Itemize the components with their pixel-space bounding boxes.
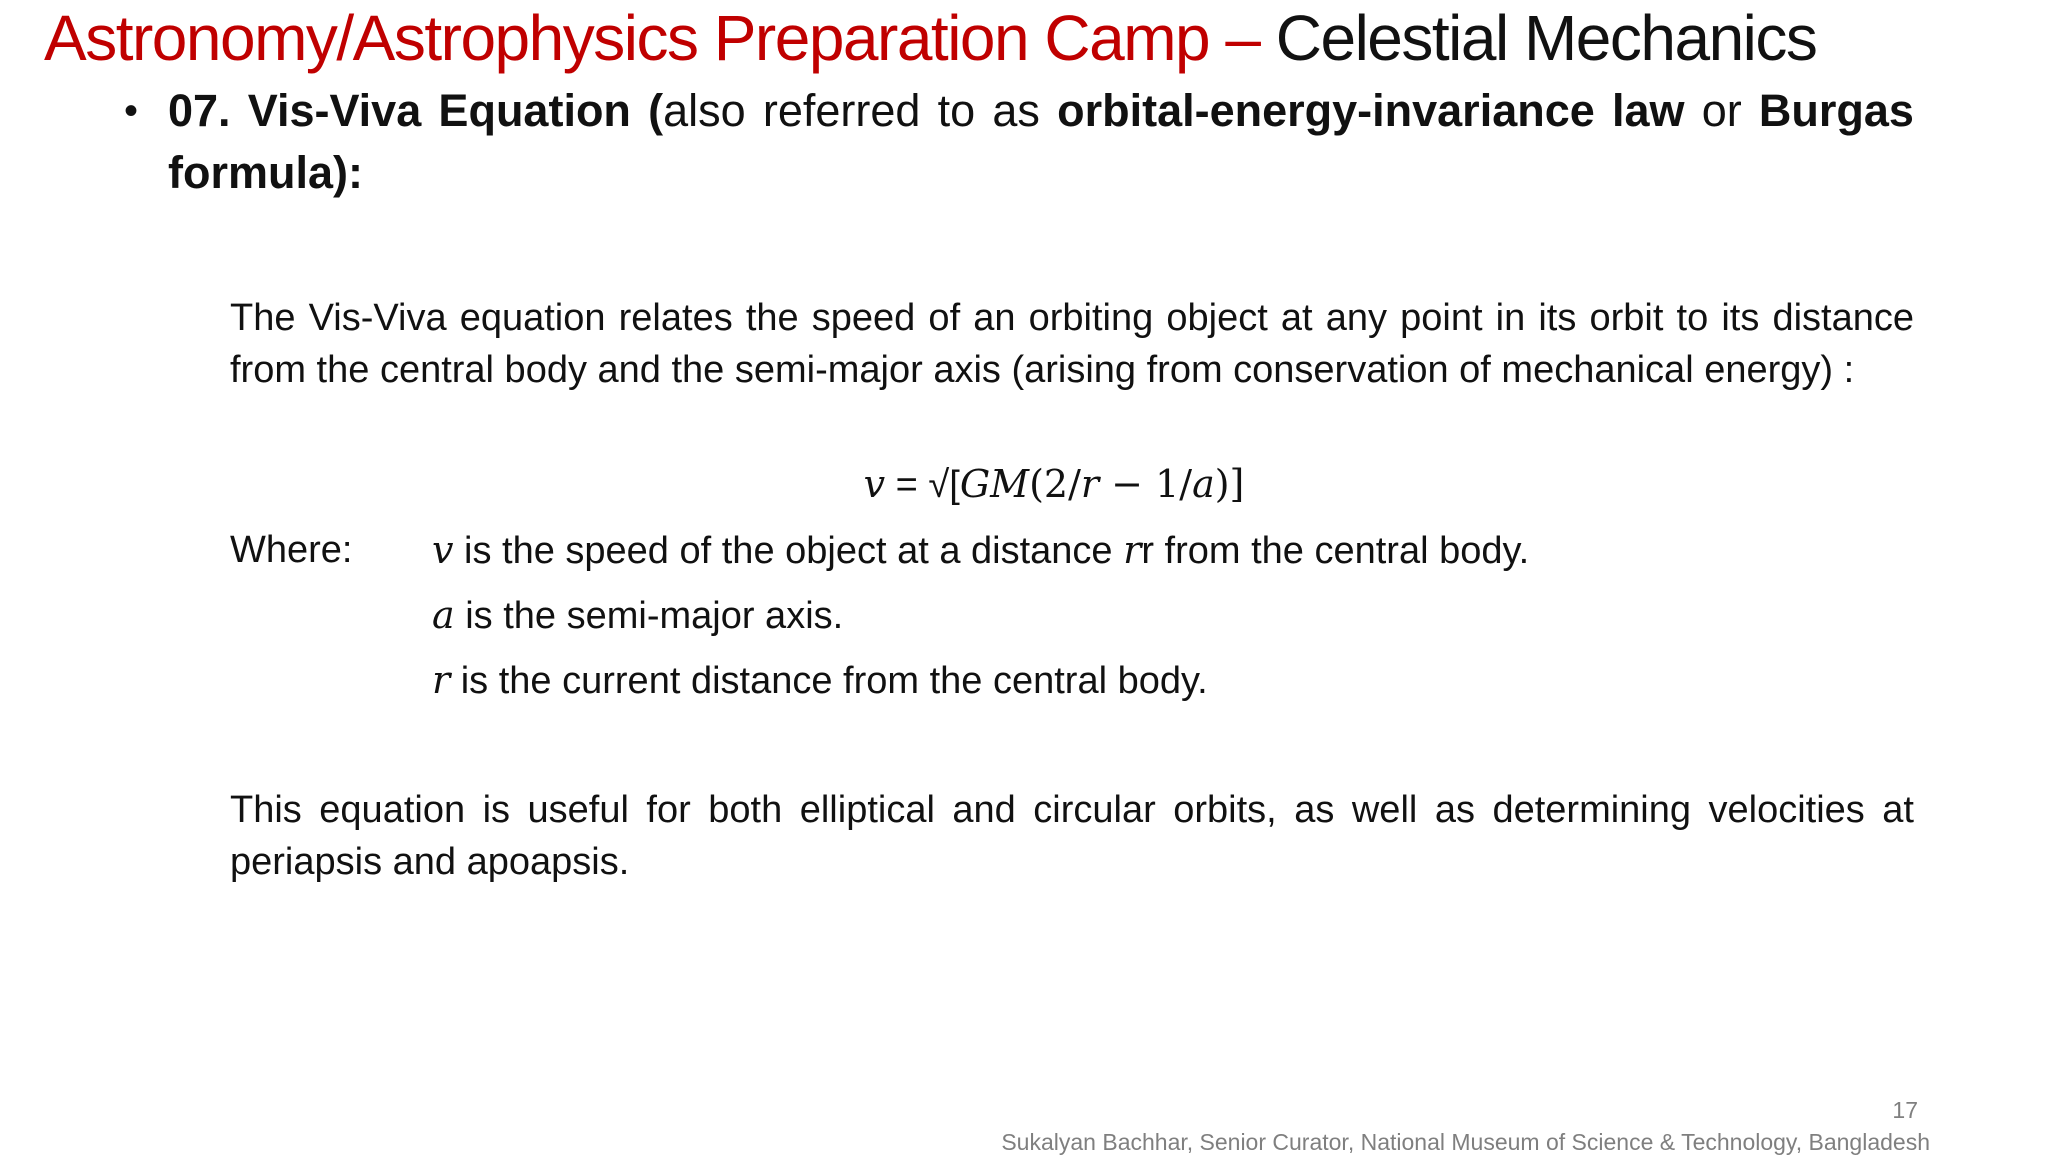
def-v-text-a: is the speed of the object at a distance	[453, 530, 1124, 572]
closing-paragraph: This equation is useful for both elliptical and circular orbits, as well as determining velocities at periapsis and apoapsis.	[230, 789, 1914, 883]
where-label: Where:	[230, 529, 353, 571]
definition-a	[432, 589, 843, 642]
bullet-part2: also referred to as	[663, 85, 1058, 136]
bullet-part5: Burgas formula):	[168, 85, 1914, 198]
formula-gm: GM	[959, 462, 1030, 506]
formula-open: (2/	[1029, 462, 1081, 506]
footer-credit: Sukalyan Bachhar, Senior Curator, National Museum of Science & Technology, Bangladesh	[1001, 1129, 1930, 1155]
page-number: 17	[1892, 1097, 1918, 1123]
formula-close: )]	[1214, 462, 1245, 506]
bullet-part1: 07. Vis-Viva Equation (	[168, 85, 664, 136]
def-v-r-symbol: r	[1123, 528, 1142, 572]
slide-title	[44, 2, 1816, 74]
bullet-text	[168, 80, 1914, 204]
def-r-text: is the current distance from the central body.	[450, 660, 1208, 702]
title-accent: Astronomy/Astrophysics Preparation Camp –	[44, 2, 1276, 74]
formula-r: r	[1080, 462, 1100, 506]
bullet-dot: •	[124, 89, 139, 133]
formula-mid: − 1/	[1099, 462, 1193, 506]
def-v-symbol: v	[432, 528, 454, 572]
formula-v: v	[863, 462, 886, 506]
formula-a: a	[1192, 462, 1215, 506]
title-rest: Celestial Mechanics	[1275, 2, 1817, 74]
definition-r	[432, 654, 1208, 707]
definition-v	[432, 524, 1529, 577]
formula-eq: = √[	[885, 464, 960, 506]
def-a-symbol: a	[432, 593, 455, 637]
bullet-heading	[124, 80, 1914, 204]
def-r-symbol: r	[432, 658, 451, 702]
bullet-part4: or	[1684, 85, 1759, 136]
bullet-part3: orbital-energy-invariance law	[1057, 85, 1685, 136]
intro-paragraph: The Vis-Viva equation relates the speed of an orbiting object at any point in its orbit to its distance from the central body and the semi-major axis (arising from conservation of mechanical energy) :	[230, 297, 1914, 391]
def-v-text-b: r from the central body.	[1141, 530, 1530, 572]
def-a-text: is the semi-major axis.	[454, 595, 844, 637]
vis-viva-formula	[0, 458, 2048, 511]
